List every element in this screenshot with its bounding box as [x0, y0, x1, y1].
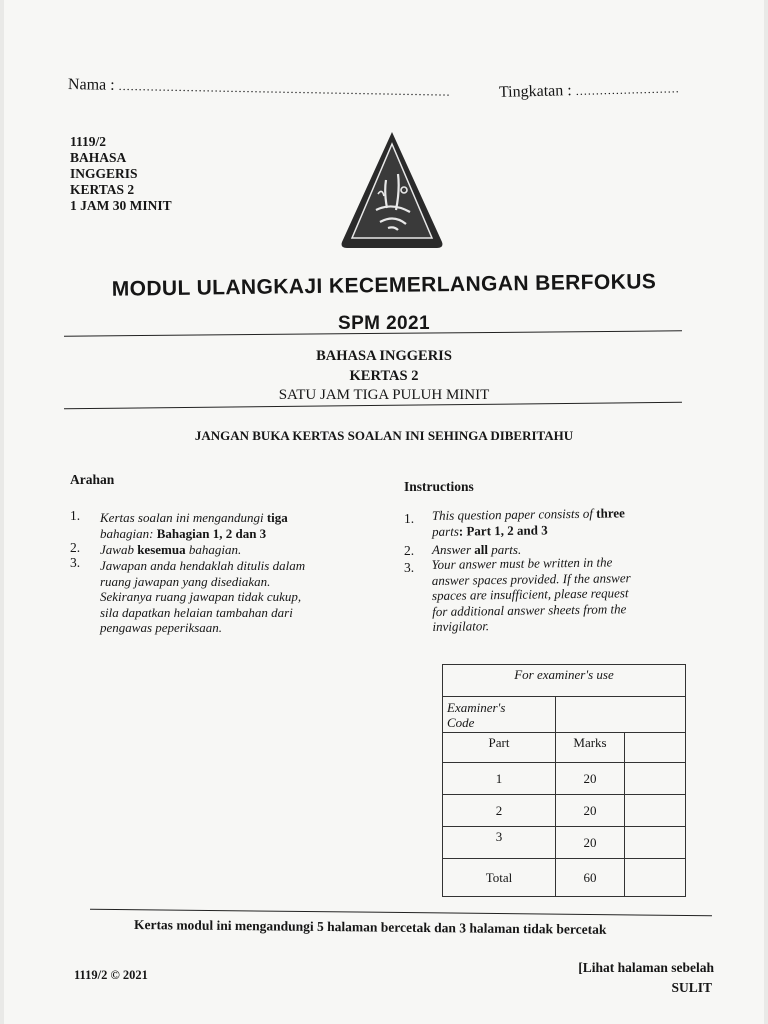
total-marks: 60	[556, 859, 625, 897]
instr-3-line-3: spaces are insufficient, please request	[431, 585, 629, 603]
arahan-1-text-e: Bahagian 1, 2 dan 3	[156, 525, 267, 541]
arahan-1-text-c: bahagian	[100, 525, 150, 541]
instructions-num-2: 2.	[404, 543, 415, 558]
footer-next-page: [Lihat halaman sebelah	[578, 960, 714, 975]
total-label: Total	[443, 859, 556, 897]
footer-rule	[90, 909, 712, 917]
form-field	[499, 79, 680, 102]
arahan-num-2: 2.	[70, 540, 81, 555]
arahan-3-line-4: sila dapatkan helaian tambahan dari	[100, 604, 293, 620]
subtitle-subject: BAHASA INGGERIS	[316, 348, 452, 364]
instr-1-text-a: This question paper consists of	[431, 505, 597, 524]
footer-code: 1119/2 © 2021	[74, 968, 148, 982]
instr-3-line-5: invigilator.	[432, 618, 490, 634]
table-row	[443, 763, 686, 795]
tingkatan-dots: ..........................	[575, 81, 680, 98]
instructions-item-1	[432, 505, 625, 539]
instr-2-text-b: all	[474, 542, 488, 557]
marks-cell-3: 20	[556, 827, 625, 859]
footer-note: Kertas modul ini mengandungi 5 halaman bercetak dan 3 halaman tidak bercetak	[133, 917, 607, 937]
marks-cell-1: 20	[556, 763, 625, 795]
instr-3-line-4: for additional answer sheets from the	[432, 600, 627, 619]
score-cell-3[interactable]	[625, 827, 686, 859]
warning-text: JANGAN BUKA KERTAS SOALAN INI SEHINGA DIBERITAHU	[194, 428, 574, 443]
instr-2-text-a: Answer	[432, 542, 475, 557]
arahan-1-text-d: :	[149, 525, 157, 541]
instructions-num-1: 1.	[404, 511, 415, 526]
examiner-code-label-2: Code	[447, 714, 475, 730]
module-year: SPM 2021	[338, 313, 430, 334]
arahan-item-1	[100, 510, 288, 541]
arahan-num-3: 3.	[70, 555, 81, 570]
arahan-2-text-c: bahagian.	[185, 542, 242, 557]
subtitle-duration: SATU JAM TIGA PULUH MINIT	[278, 387, 490, 403]
instructions-num-3: 3.	[404, 560, 415, 575]
table-row	[443, 795, 686, 827]
instr-3-line-2: answer spaces provided. If the answer	[431, 569, 631, 588]
arahan-1-text-a: Kertas soalan ini mengandungi	[100, 510, 267, 525]
paper-number: KERTAS 2	[70, 182, 135, 197]
instr-3-line-1: Your answer must be written in the	[431, 554, 613, 573]
arahan-2-text-a: Jawab	[100, 542, 138, 557]
column-part-header: Part	[443, 733, 556, 763]
examiner-code-value[interactable]	[556, 697, 686, 733]
arahan-2-text-b: kesemua	[137, 542, 186, 557]
instr-1-text-c: parts	[432, 523, 459, 539]
footer-secret: SULIT	[671, 980, 712, 995]
table-row-total	[443, 859, 686, 897]
subtitle-paper: KERTAS 2	[349, 368, 419, 384]
instructions-item-3	[431, 554, 631, 634]
paper-code: 1119/2	[70, 134, 107, 149]
arahan-3-line-3: Sekiranya ruang jawapan tidak cukup,	[100, 589, 302, 604]
marks-cell-2: 20	[556, 795, 625, 827]
exam-cover-page	[4, 0, 764, 1024]
tingkatan-label: Tingkatan :	[498, 82, 572, 101]
arahan-3-line-5: pengawas peperiksaan.	[100, 620, 223, 635]
name-field	[68, 76, 451, 101]
instr-1-text-b: three	[596, 505, 625, 521]
examiner-table-header: For examiner's use	[443, 665, 686, 697]
name-label: Nama :	[67, 76, 115, 94]
paper-subject-line1: BAHASA	[70, 150, 127, 165]
total-score-cell[interactable]	[625, 859, 686, 897]
table-row	[443, 827, 686, 859]
arahan-item-3	[100, 558, 305, 636]
paper-code-block	[70, 134, 172, 214]
arahan-1-text-b: tiga	[266, 510, 288, 525]
marks-extra-cell	[625, 733, 686, 763]
score-cell-2[interactable]	[625, 795, 686, 827]
examiner-code-label	[443, 697, 556, 733]
module-title: MODUL ULANGKAJI KECEMERLANGAN BERFOKUS	[111, 270, 657, 301]
examiner-code-label-1: Examiner's	[447, 699, 506, 715]
instr-2-text-c: parts.	[487, 542, 522, 557]
examiner-table	[442, 664, 686, 897]
part-cell-1: 1	[443, 763, 556, 795]
arahan-num-1: 1.	[70, 508, 81, 523]
arahan-3-line-2: ruang jawapan yang disediakan.	[100, 573, 271, 589]
arahan-3-line-1: Jawapan anda hendaklah ditulis dalam	[100, 558, 306, 573]
paper-subject-line2: INGGERIS	[70, 166, 138, 181]
instr-1-text-d: : Part 1, 2 and 3	[458, 521, 548, 539]
crest-logo	[340, 130, 444, 250]
arahan-heading: Arahan	[70, 472, 115, 487]
column-marks-header: Marks	[556, 733, 625, 763]
instructions-heading: Instructions	[404, 479, 474, 494]
name-dots: ...................................................................................	[118, 78, 451, 99]
part-cell-3: 3	[443, 827, 556, 859]
part-cell-2: 2	[443, 795, 556, 827]
score-cell-1[interactable]	[625, 763, 686, 795]
paper-duration: 1 JAM 30 MINIT	[70, 198, 172, 213]
arahan-item-2	[100, 542, 241, 558]
